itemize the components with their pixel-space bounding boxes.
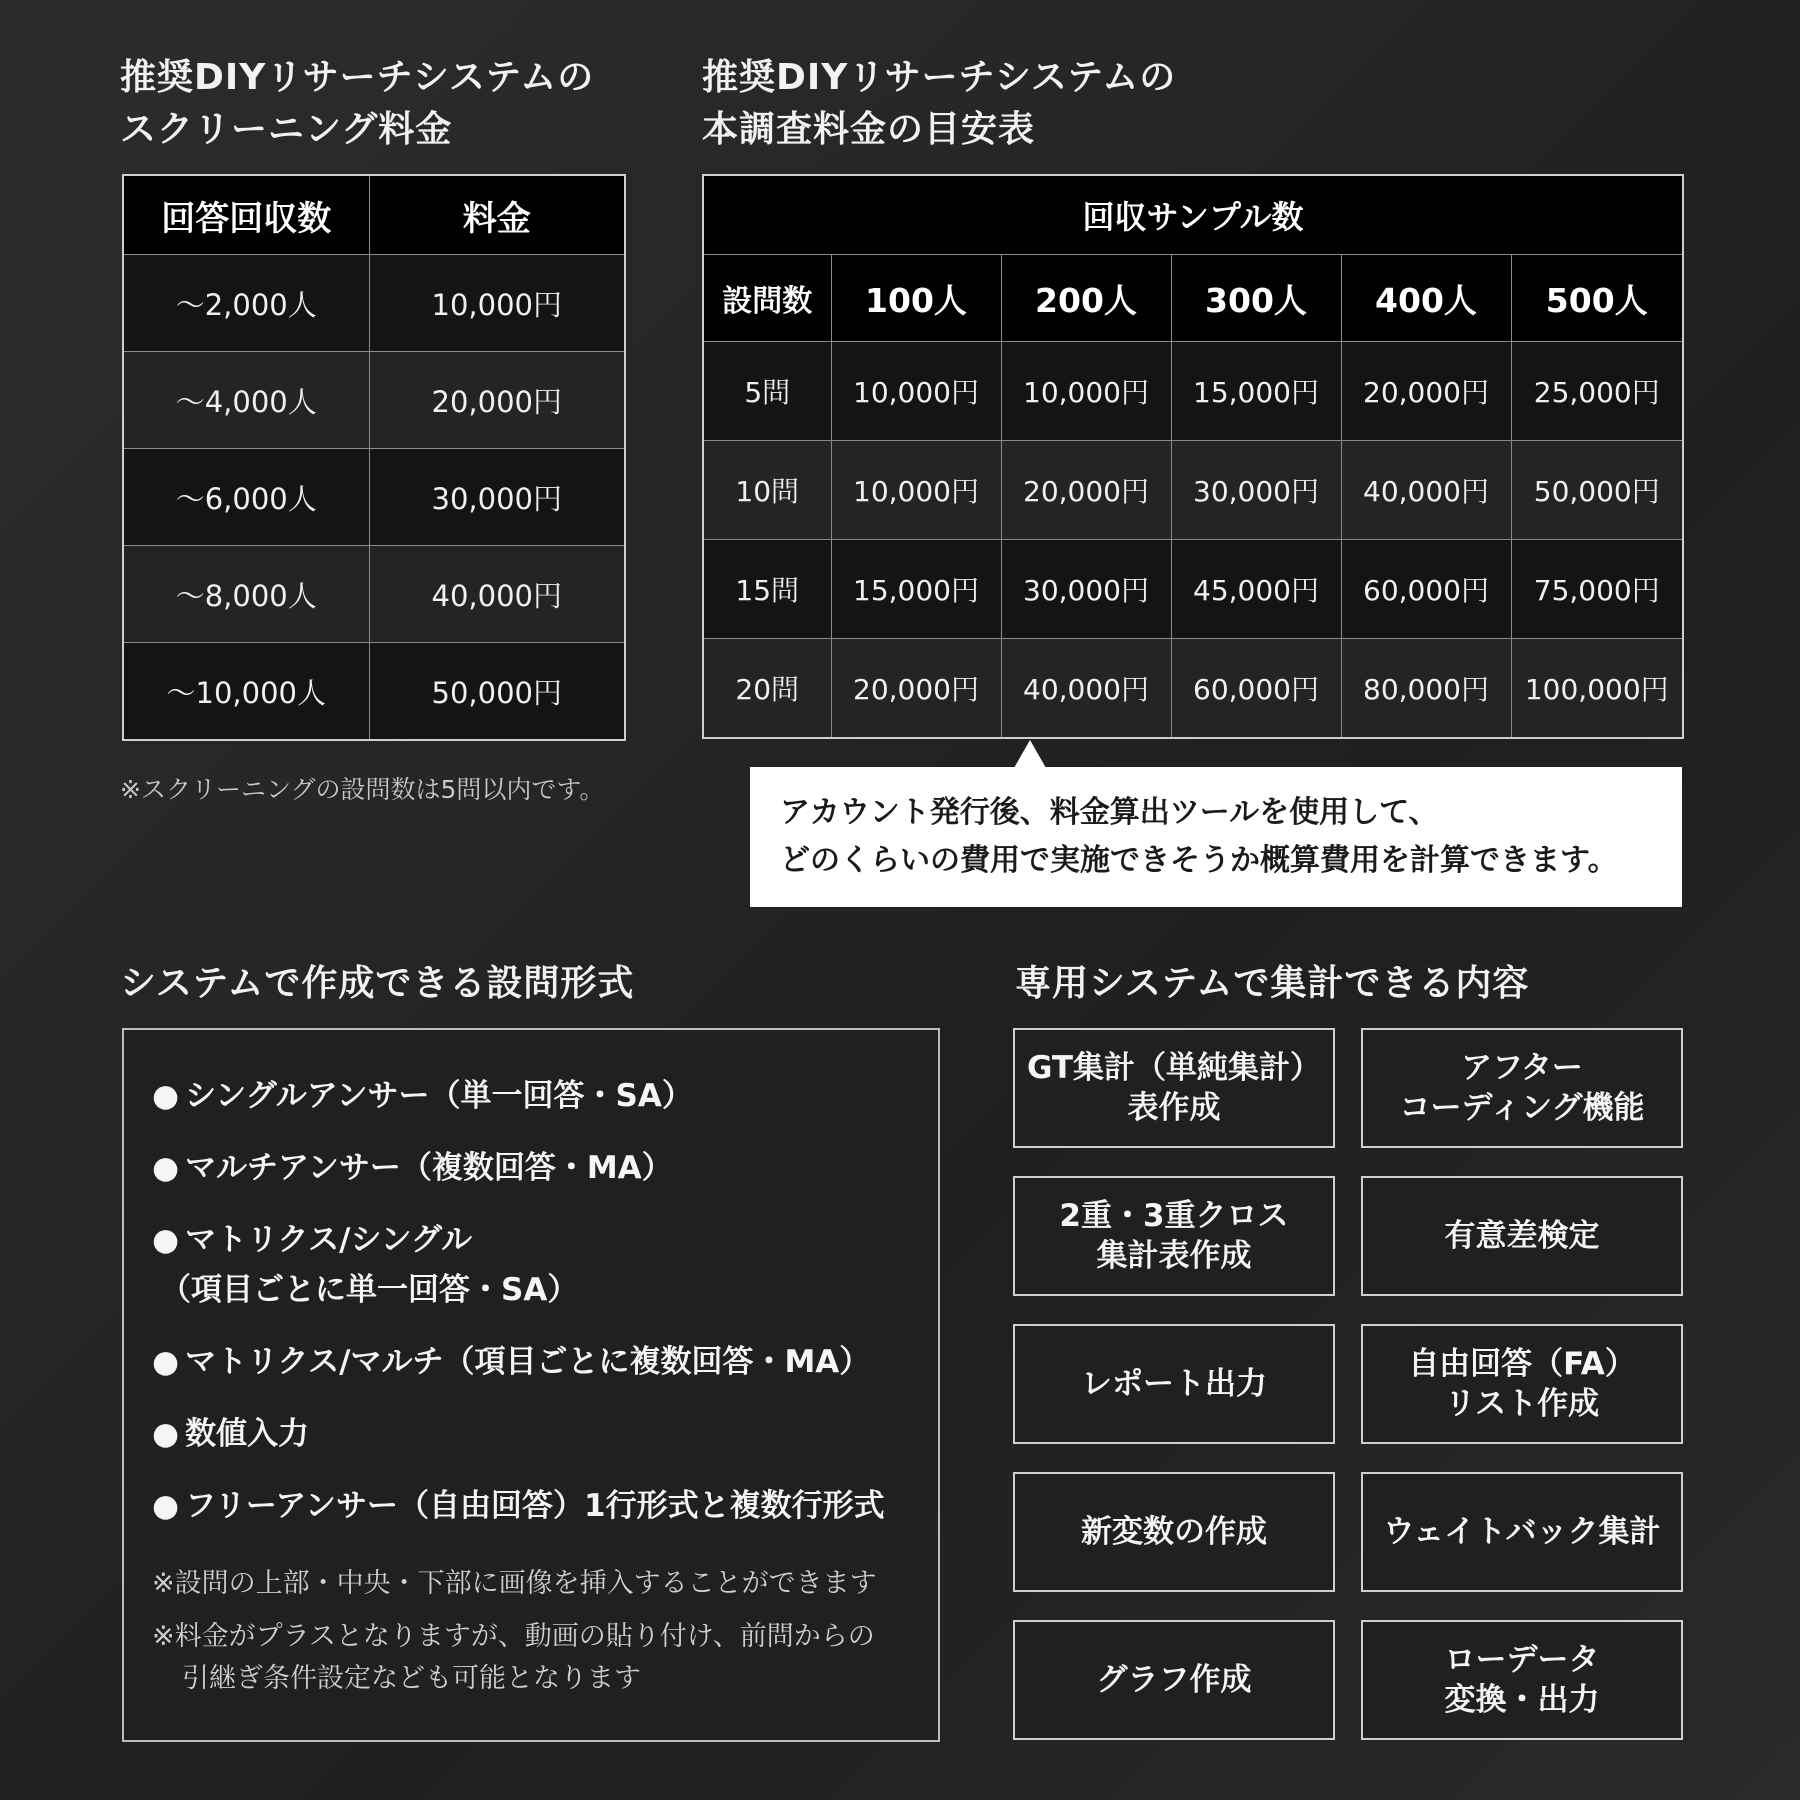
question-count-cell: 10問 <box>703 441 831 540</box>
screening-price-cell: 40,000円 <box>369 546 625 643</box>
aggregation-significance-test: 有意差検定 <box>1361 1176 1683 1296</box>
formats-note-extra: ※料金がプラスとなりますが、動画の貼り付け、前問からの 引継ぎ条件設定なども可能となります <box>152 1621 875 1694</box>
aggregation-weight-back: ウェイトバック集計 <box>1361 1472 1683 1592</box>
main-survey-price-table <box>702 174 1684 739</box>
screening-price-cell: 50,000円 <box>369 643 625 741</box>
price-cell: 40,000円 <box>1341 441 1511 540</box>
format-item: ● シングルアンサー（単一回答・SA） <box>152 1078 693 1114</box>
format-item: ● 数値入力 <box>152 1416 310 1452</box>
screening-price-table <box>122 174 626 741</box>
screening-responses-cell: ～10,000人 <box>123 643 369 741</box>
format-item: ● マトリクス/シングル <box>152 1222 473 1258</box>
sample-column-header: 200人 <box>1001 255 1171 342</box>
screening-price-cell: 10,000円 <box>369 255 625 352</box>
screening-price-cell: 20,000円 <box>369 352 625 449</box>
question-count-cell: 20問 <box>703 639 831 739</box>
table-row <box>123 255 625 352</box>
price-cell: 10,000円 <box>831 441 1001 540</box>
aggregation-title: 専用システムで集計できる内容 <box>1015 963 1530 1004</box>
price-cell: 30,000円 <box>1171 441 1341 540</box>
formats-note-image: ※設問の上部・中央・下部に画像を挿入することができます <box>152 1568 877 1599</box>
price-cell: 60,000円 <box>1171 639 1341 739</box>
price-cell: 60,000円 <box>1341 540 1511 639</box>
price-cell: 45,000円 <box>1171 540 1341 639</box>
format-item-subtext: （項目ごとに単一回答・SA） <box>160 1272 579 1308</box>
table-row <box>123 449 625 546</box>
screening-title: 推奨DIYリサーチシステムの スクリーニング料金 <box>120 57 595 150</box>
aggregation-fa-list: 自由回答（FA） リスト作成 <box>1361 1324 1683 1444</box>
cost-calculator-callout: アカウント発行後、料金算出ツールを使用して、 どのくらいの費用で実施できそうか概算費用を計算できます。 <box>750 767 1682 907</box>
price-cell: 10,000円 <box>1001 342 1171 441</box>
samples-header: 回収サンプル数 <box>703 175 1683 255</box>
sample-column-header: 300人 <box>1171 255 1341 342</box>
price-cell: 100,000円 <box>1511 639 1683 739</box>
screening-responses-cell: ～6,000人 <box>123 449 369 546</box>
table-row <box>123 643 625 741</box>
bullet-icon: ● <box>152 1222 180 1258</box>
price-cell: 20,000円 <box>831 639 1001 739</box>
aggregation-graph: グラフ作成 <box>1013 1620 1335 1740</box>
price-cell: 10,000円 <box>831 342 1001 441</box>
table-row <box>703 441 1683 540</box>
screening-header-responses: 回答回収数 <box>123 175 369 255</box>
screening-note: ※スクリーニングの設問数は5問以内です。 <box>120 775 605 804</box>
callout-pointer <box>1014 740 1046 768</box>
screening-header-price: 料金 <box>369 175 625 255</box>
price-cell: 25,000円 <box>1511 342 1683 441</box>
sample-column-header: 500人 <box>1511 255 1683 342</box>
screening-responses-cell: ～4,000人 <box>123 352 369 449</box>
price-cell: 80,000円 <box>1341 639 1511 739</box>
table-row <box>123 352 625 449</box>
price-cell: 40,000円 <box>1001 639 1171 739</box>
aggregation-new-variable: 新変数の作成 <box>1013 1472 1335 1592</box>
aggregation-after-coding: アフター コーディング機能 <box>1361 1028 1683 1148</box>
question-count-cell: 15問 <box>703 540 831 639</box>
price-cell: 15,000円 <box>1171 342 1341 441</box>
screening-responses-cell: ～8,000人 <box>123 546 369 643</box>
format-item: ● マトリクス/マルチ（項目ごとに複数回答・MA） <box>152 1344 871 1380</box>
table-row <box>703 342 1683 441</box>
table-row <box>703 639 1683 739</box>
format-item: ● マルチアンサー（複数回答・MA） <box>152 1150 673 1186</box>
price-cell: 20,000円 <box>1341 342 1511 441</box>
sample-column-header: 100人 <box>831 255 1001 342</box>
bullet-icon: ● <box>152 1488 180 1524</box>
main-survey-title: 推奨DIYリサーチシステムの 本調査料金の目安表 <box>702 57 1177 150</box>
aggregation-report-output: レポート出力 <box>1013 1324 1335 1444</box>
question-count-cell: 5問 <box>703 342 831 441</box>
bullet-icon: ● <box>152 1078 180 1114</box>
price-cell: 20,000円 <box>1001 441 1171 540</box>
question-count-header: 設問数 <box>703 255 831 342</box>
sample-column-header: 400人 <box>1341 255 1511 342</box>
bullet-icon: ● <box>152 1150 180 1186</box>
table-row <box>703 540 1683 639</box>
aggregation-raw-data: ローデータ 変換・出力 <box>1361 1620 1683 1740</box>
bullet-icon: ● <box>152 1344 180 1380</box>
screening-price-cell: 30,000円 <box>369 449 625 546</box>
price-cell: 75,000円 <box>1511 540 1683 639</box>
aggregation-gt-table: GT集計（単純集計） 表作成 <box>1013 1028 1335 1148</box>
price-cell: 15,000円 <box>831 540 1001 639</box>
format-item: ● フリーアンサー（自由回答）1行形式と複数行形式 <box>152 1488 885 1524</box>
bullet-icon: ● <box>152 1416 180 1452</box>
formats-title: システムで作成できる設問形式 <box>120 963 635 1004</box>
table-row <box>123 546 625 643</box>
price-cell: 50,000円 <box>1511 441 1683 540</box>
aggregation-cross-table: 2重・3重クロス 集計表作成 <box>1013 1176 1335 1296</box>
screening-responses-cell: ～2,000人 <box>123 255 369 352</box>
price-cell: 30,000円 <box>1001 540 1171 639</box>
